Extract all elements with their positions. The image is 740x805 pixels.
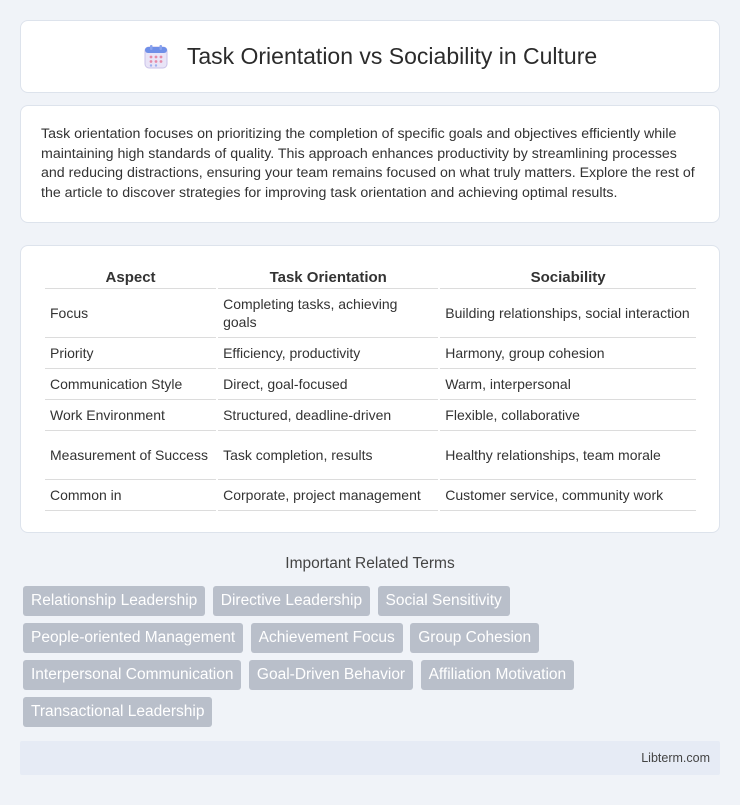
related-term-tag[interactable]: Transactional Leadership <box>23 697 212 727</box>
table-cell: Corporate, project management <box>218 480 438 511</box>
column-header-task-orientation: Task Orientation <box>218 266 438 289</box>
table-row <box>45 480 696 511</box>
intro-text: Task orientation focuses on prioritizing the completion of specific goals and objectives efficiently while maintaining high standards of quality. This approach enhances productivity by streamlining processes and reducing distractions, ensuring your team remains focused on what truly matters. Explore the rest of the article to discover strategies for improving task orientation and achieving optimal results. <box>41 126 695 201</box>
table-header-row <box>45 266 696 289</box>
table-cell: Warm, interpersonal <box>440 369 696 400</box>
related-term-tag[interactable]: Group Cohesion <box>410 623 539 653</box>
table-cell: Task completion, results <box>218 431 438 480</box>
table-row <box>45 369 696 400</box>
related-terms-list <box>23 586 723 734</box>
related-term-tag[interactable]: Goal-Driven Behavior <box>249 660 413 690</box>
related-term-tag[interactable]: Achievement Focus <box>251 623 403 653</box>
comparison-table <box>43 266 698 511</box>
table-cell: Harmony, group cohesion <box>440 338 696 369</box>
related-term-tag[interactable]: Interpersonal Communication <box>23 660 241 690</box>
related-term-tag[interactable]: People-oriented Management <box>23 623 243 653</box>
page-title: Task Orientation vs Sociability in Culture <box>186 43 598 69</box>
related-terms-title: Important Related Terms <box>285 555 455 572</box>
table-row <box>45 400 696 431</box>
table-cell: Healthy relationships, team morale <box>440 431 696 480</box>
footer-brand-link[interactable]: Libterm.com <box>641 751 710 765</box>
table-cell: Structured, deadline-driven <box>218 400 438 431</box>
title-card <box>20 20 720 93</box>
table-cell: Direct, goal-focused <box>218 369 438 400</box>
table-cell: Completing tasks, achieving goals <box>218 289 438 338</box>
table-cell: Communication Style <box>45 369 216 400</box>
table-cell: Building relationships, social interaction <box>440 289 696 338</box>
table-cell: Customer service, community work <box>440 480 696 511</box>
table-row <box>45 431 696 480</box>
intro-card <box>20 105 720 223</box>
table-cell: Work Environment <box>45 400 216 431</box>
column-header-sociability: Sociability <box>440 266 696 289</box>
related-term-tag[interactable]: Directive Leadership <box>213 586 370 616</box>
calendar-icon <box>143 44 169 70</box>
table-row <box>45 338 696 369</box>
related-term-tag[interactable]: Social Sensitivity <box>378 586 510 616</box>
table-cell: Flexible, collaborative <box>440 400 696 431</box>
column-header-aspect: Aspect <box>45 266 216 289</box>
table-row <box>45 289 696 338</box>
table-cell: Measurement of Success <box>45 431 216 480</box>
related-term-tag[interactable]: Relationship Leadership <box>23 586 205 616</box>
footer <box>20 741 720 775</box>
table-cell: Focus <box>45 289 216 338</box>
related-term-tag[interactable]: Affiliation Motivation <box>421 660 575 690</box>
comparison-card <box>20 245 720 533</box>
table-cell: Efficiency, productivity <box>218 338 438 369</box>
table-cell: Common in <box>45 480 216 511</box>
table-cell: Priority <box>45 338 216 369</box>
